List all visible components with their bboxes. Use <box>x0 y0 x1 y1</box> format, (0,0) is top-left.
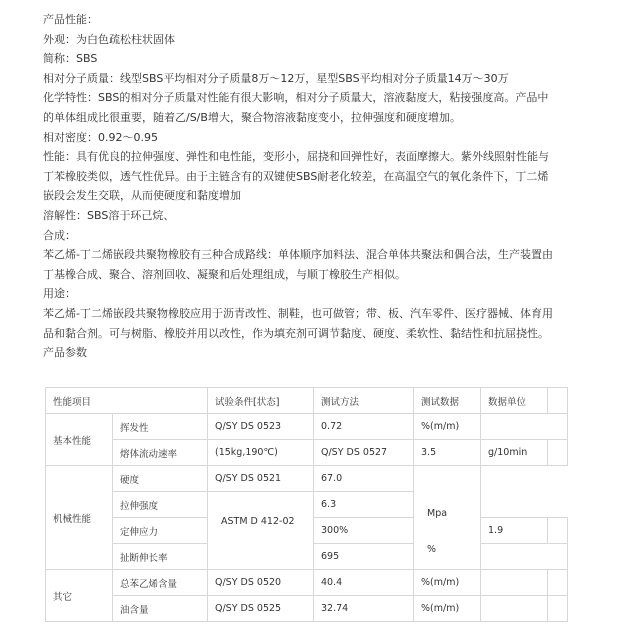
table-cell: 定伸应力 <box>113 518 208 544</box>
appearance-line: 外观：为白色疏松柱状固体 <box>43 32 175 46</box>
table-cell: 挥发性 <box>113 414 208 440</box>
table-cell: g/10min <box>481 440 548 466</box>
table-cell: 300% <box>314 518 414 544</box>
abbreviation-line: 简称：SBS <box>43 52 98 66</box>
section-heading-performance: 产品性能： <box>43 13 98 26</box>
table-cell: 油含量 <box>113 596 208 622</box>
table-cell: 6.3 <box>314 492 414 518</box>
synthesis-line-2: 丁基橡合成、聚合、溶剂回收、凝聚和后处理组成，与顺丁橡胶生产相似。 <box>43 267 406 281</box>
table-row <box>46 596 568 622</box>
table-cell: 695 <box>314 544 414 570</box>
table-cell: 40.4 <box>314 570 414 596</box>
product-description <box>43 10 603 363</box>
table-cell: 拉伸强度 <box>113 492 208 518</box>
section-heading-parameters: 产品参数 <box>43 346 87 360</box>
group-label: 基本性能 <box>46 414 113 466</box>
table-cell: Q/SY DS 0523 <box>208 414 314 440</box>
table-cell: %(m/m) <box>414 596 481 622</box>
header-test-condition: 试验条件[状态] <box>208 388 314 414</box>
table-header-row <box>46 388 568 414</box>
solubility-line: 溶解性：SBS溶于环己烷、 <box>43 208 175 222</box>
table-cell: (15kg,190℃) <box>208 440 314 466</box>
performance-line-1: 性能：具有优良的拉伸强度、弹性和电性能，变形小，屈挠和回弹性好，表面摩擦大。紫外线照射性能与 <box>43 150 549 164</box>
table-cell: %(m/m) <box>414 414 481 440</box>
chemical-property-line-2: 的单体组成比很重要，随着乙/S/B增大，聚合物溶液黏度变小，拉伸强度和硬度增加。 <box>43 110 461 124</box>
table-cell-test-condition-merged: ASTM D 412-02 <box>221 516 295 527</box>
table-row <box>46 440 568 466</box>
header-property: 性能项目 <box>46 388 208 414</box>
section-heading-usage: 用途： <box>43 287 76 301</box>
performance-line-3: 嵌段会发生交联，从而使硬度和黏度增加 <box>43 189 241 203</box>
performance-line-2: 丁苯橡胶类似，透气性优异。由于主链含有的双键使SBS耐老化较差，在高温空气的氧化条件下，丁二烯 <box>43 169 549 183</box>
group-label: 其它 <box>46 570 113 622</box>
usage-line-2: 品和黏合剂。可与树脂、橡胶并用以改性，作为填充剂可调节黏度、硬度、柔软性、黏结性和抗屈挠性。 <box>43 326 549 340</box>
table-cell: 0.72 <box>314 414 414 440</box>
molecular-weight-line: 相对分子质量：线型SBS平均相对分子质量8万～12万，星型SBS平均相对分子质量14万～30万 <box>43 71 509 85</box>
table-cell: 熔体流动速率 <box>113 440 208 466</box>
chemical-property-line-1: 化学特性：SBS的相对分子质量对性能有很大影响，相对分子质量大，溶液黏度大，粘接强度高。产品中 <box>43 91 549 105</box>
table-cell: 67.0 <box>314 466 414 492</box>
group-label: 机械性能 <box>46 466 113 570</box>
table-cell: 硬度 <box>113 466 208 492</box>
table-cell: 3.5 <box>414 440 481 466</box>
header-data-unit: 数据单位 <box>481 388 548 414</box>
table-cell: %(m/m) <box>414 570 481 596</box>
table-cell: Q/SY DS 0521 <box>208 466 314 492</box>
table-row <box>46 466 568 492</box>
header-test-method: 测试方法 <box>314 388 414 414</box>
table-row <box>46 570 568 596</box>
table-cell: Q/SY DS 0527 <box>314 440 414 466</box>
table-cell: Q/SY DS 0525 <box>208 596 314 622</box>
table-cell: 总苯乙烯含量 <box>113 570 208 596</box>
table-cell-unit-mpa: Mpa <box>427 508 448 519</box>
header-test-data: 测试数据 <box>414 388 481 414</box>
table-cell-unit-percent: % <box>427 544 437 555</box>
parameters-table <box>45 387 568 622</box>
table-cell: 1.9 <box>481 518 548 544</box>
table-cell: Q/SY DS 0520 <box>208 570 314 596</box>
table-row <box>46 414 568 440</box>
section-heading-synthesis: 合成： <box>43 228 76 242</box>
density-line: 相对密度：0.92～0.95 <box>43 130 158 144</box>
synthesis-line-1: 苯乙烯-丁二烯嵌段共聚物橡胶有三种合成路线：单体顺序加料法、混合单体共聚法和偶合法，生产装置由 <box>43 248 553 262</box>
table-cell: 32.74 <box>314 596 414 622</box>
usage-line-1: 苯乙烯-丁二烯嵌段共聚物橡胶应用于沥青改性、制鞋，也可做管；带、板、汽车零件、医疗器械、体育用 <box>43 306 553 320</box>
table-cell: 扯断伸长率 <box>113 544 208 570</box>
